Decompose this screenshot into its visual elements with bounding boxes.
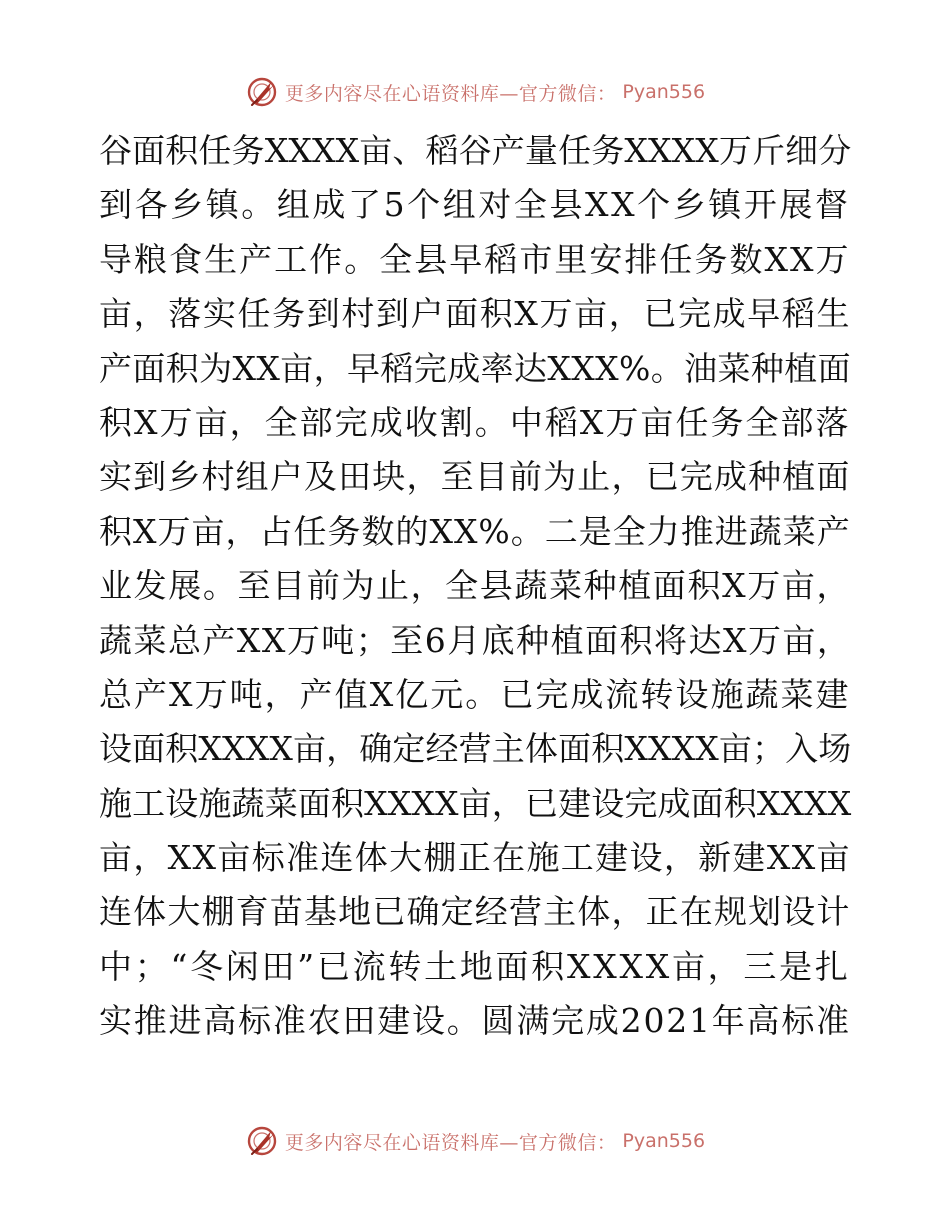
text-line: 设面积XXXX亩，确定经营主体面积XXXX亩；入场 — [99, 729, 852, 769]
text-line: 亩，XX亩标准连体大棚正在施工建设，新建XX亩 — [99, 838, 851, 878]
quill-seal-logo-icon — [245, 75, 279, 109]
text-line: 积X万亩，全部完成收割。中稻X万亩任务全部落 — [99, 402, 851, 442]
footer-watermark — [0, 1121, 950, 1161]
text-line: 产面积为XX亩，早稻完成率达XXX%。油菜种植面 — [99, 348, 852, 388]
text-line: 积X万亩，占任务数的XX%。二是全力推进蔬菜产 — [99, 511, 851, 551]
text-line: 到各乡镇。组成了5个组对全县XX个乡镇开展督 — [99, 185, 851, 225]
watermark-wechat-id: Pyan556 — [622, 81, 706, 103]
watermark-text: 更多内容尽在心语资料库—官方微信： — [284, 1131, 617, 1154]
body-text — [99, 124, 851, 1049]
text-line: 谷面积任务XXXX亩、稻谷产量任务XXXX万斤细分 — [99, 131, 852, 170]
watermark-wechat-id: Pyan556 — [622, 1130, 706, 1152]
quill-seal-logo-icon — [245, 1124, 279, 1158]
text-line: 业发展。至目前为止，全县蔬菜种植面积X万亩， — [99, 566, 852, 606]
text-line: 总产X万吨，产值X亿元。已完成流转设施蔬菜建 — [99, 674, 851, 714]
text-line: 蔬菜总产XX万吨；至6月底种植面积将达X万亩， — [99, 620, 852, 660]
text-line: 亩，落实任务到村到户面积X万亩，已完成早稻生 — [99, 294, 852, 334]
text-line: 导粮食生产工作。全县早稻市里安排任务数XX万 — [99, 239, 851, 279]
header-watermark — [0, 72, 950, 112]
text-line: 实推进高标准农田建设。圆满完成2021年高标准 — [99, 1001, 851, 1041]
watermark-text: 更多内容尽在心语资料库—官方微信： — [284, 82, 617, 105]
text-line: 施工设施蔬菜面积XXXX亩，已建设完成面积XXXX — [99, 783, 852, 823]
text-line: 实到乡村组户及田块，至目前为止，已完成种植面 — [99, 457, 851, 497]
text-line: 连体大棚育苗基地已确定经营主体，正在规划设计 — [99, 892, 851, 932]
text-line: 中；“冬闲田”已流转土地面积XXXX亩，三是扎 — [99, 946, 851, 986]
